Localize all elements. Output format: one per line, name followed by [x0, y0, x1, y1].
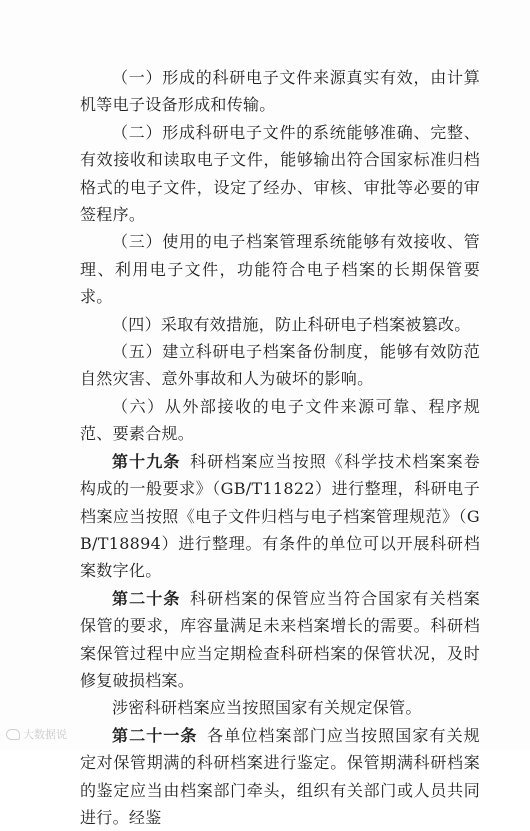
paragraph-text: 科研档案的保管应当符合国家有关档案保管的要求，库容量满足未来档案增长的需要。科研档案保管过程中应当定期检查科研档案的保管状况，及时修复破损档案。 [80, 588, 480, 690]
paragraph [80, 311, 480, 338]
paragraph [80, 393, 480, 448]
paragraph [80, 448, 480, 585]
paragraph [80, 228, 480, 310]
paragraph-text: （六）从外部接收的电子文件来源可靠、程序规范、要素合规。 [80, 396, 480, 444]
paragraph-text: （一）形成的科研电子文件来源真实有效，由计算机等电子设备形成和传输。 [80, 68, 480, 115]
paragraph [80, 338, 480, 393]
paragraph-text: （四）采取有效措施，防止科研电子档案被篡改。 [112, 314, 471, 334]
paragraph-text: 科研档案应当按照《科学技术档案案卷构成的一般要求》（GB/T11822）进行整理，科研电子档案应当按照《电子文件归档与电子档案管理规范》（GB/T18894）进行整理。有条件的单位可以开展科研档案数字化。 [80, 451, 480, 581]
paragraph [80, 722, 480, 831]
paragraph [80, 585, 480, 695]
paragraph-text: （三）使用的电子档案管理系统能够有效接收、管理、利用电子文件，功能符合电子档案的长期保管要求。 [80, 232, 480, 307]
paragraph-text: 各单位档案部门应当按照国家有关规定对保管期满的科研档案进行鉴定。保管期满科研档案的鉴定应当由档案部门牵头，组织有关部门或人员共同进行。经鉴 [80, 725, 480, 827]
article-number: 第二十一条 [112, 725, 198, 745]
paragraph [80, 694, 480, 721]
weibo-icon [6, 729, 20, 740]
watermark-text: 大数据说 [23, 728, 67, 741]
article-number: 第二十条 [112, 588, 181, 608]
paragraph-text: 涉密科研档案应当按照国家有关规定保管。 [112, 698, 422, 718]
watermark [6, 726, 67, 742]
paragraph [80, 119, 480, 229]
document-body [80, 64, 480, 831]
paragraph-text: （二）形成科研电子文件的系统能够准确、完整、有效接收和读取电子文件，能够输出符合国家标准归档格式的电子文件，设定了经办、审核、审批等必要的审签程序。 [80, 122, 480, 225]
paragraph-text: （五）建立科研电子档案备份制度，能够有效防范自然灾害、意外事故和人为破坏的影响。 [80, 342, 480, 389]
article-number: 第十九条 [112, 451, 181, 471]
paragraph [80, 64, 480, 119]
